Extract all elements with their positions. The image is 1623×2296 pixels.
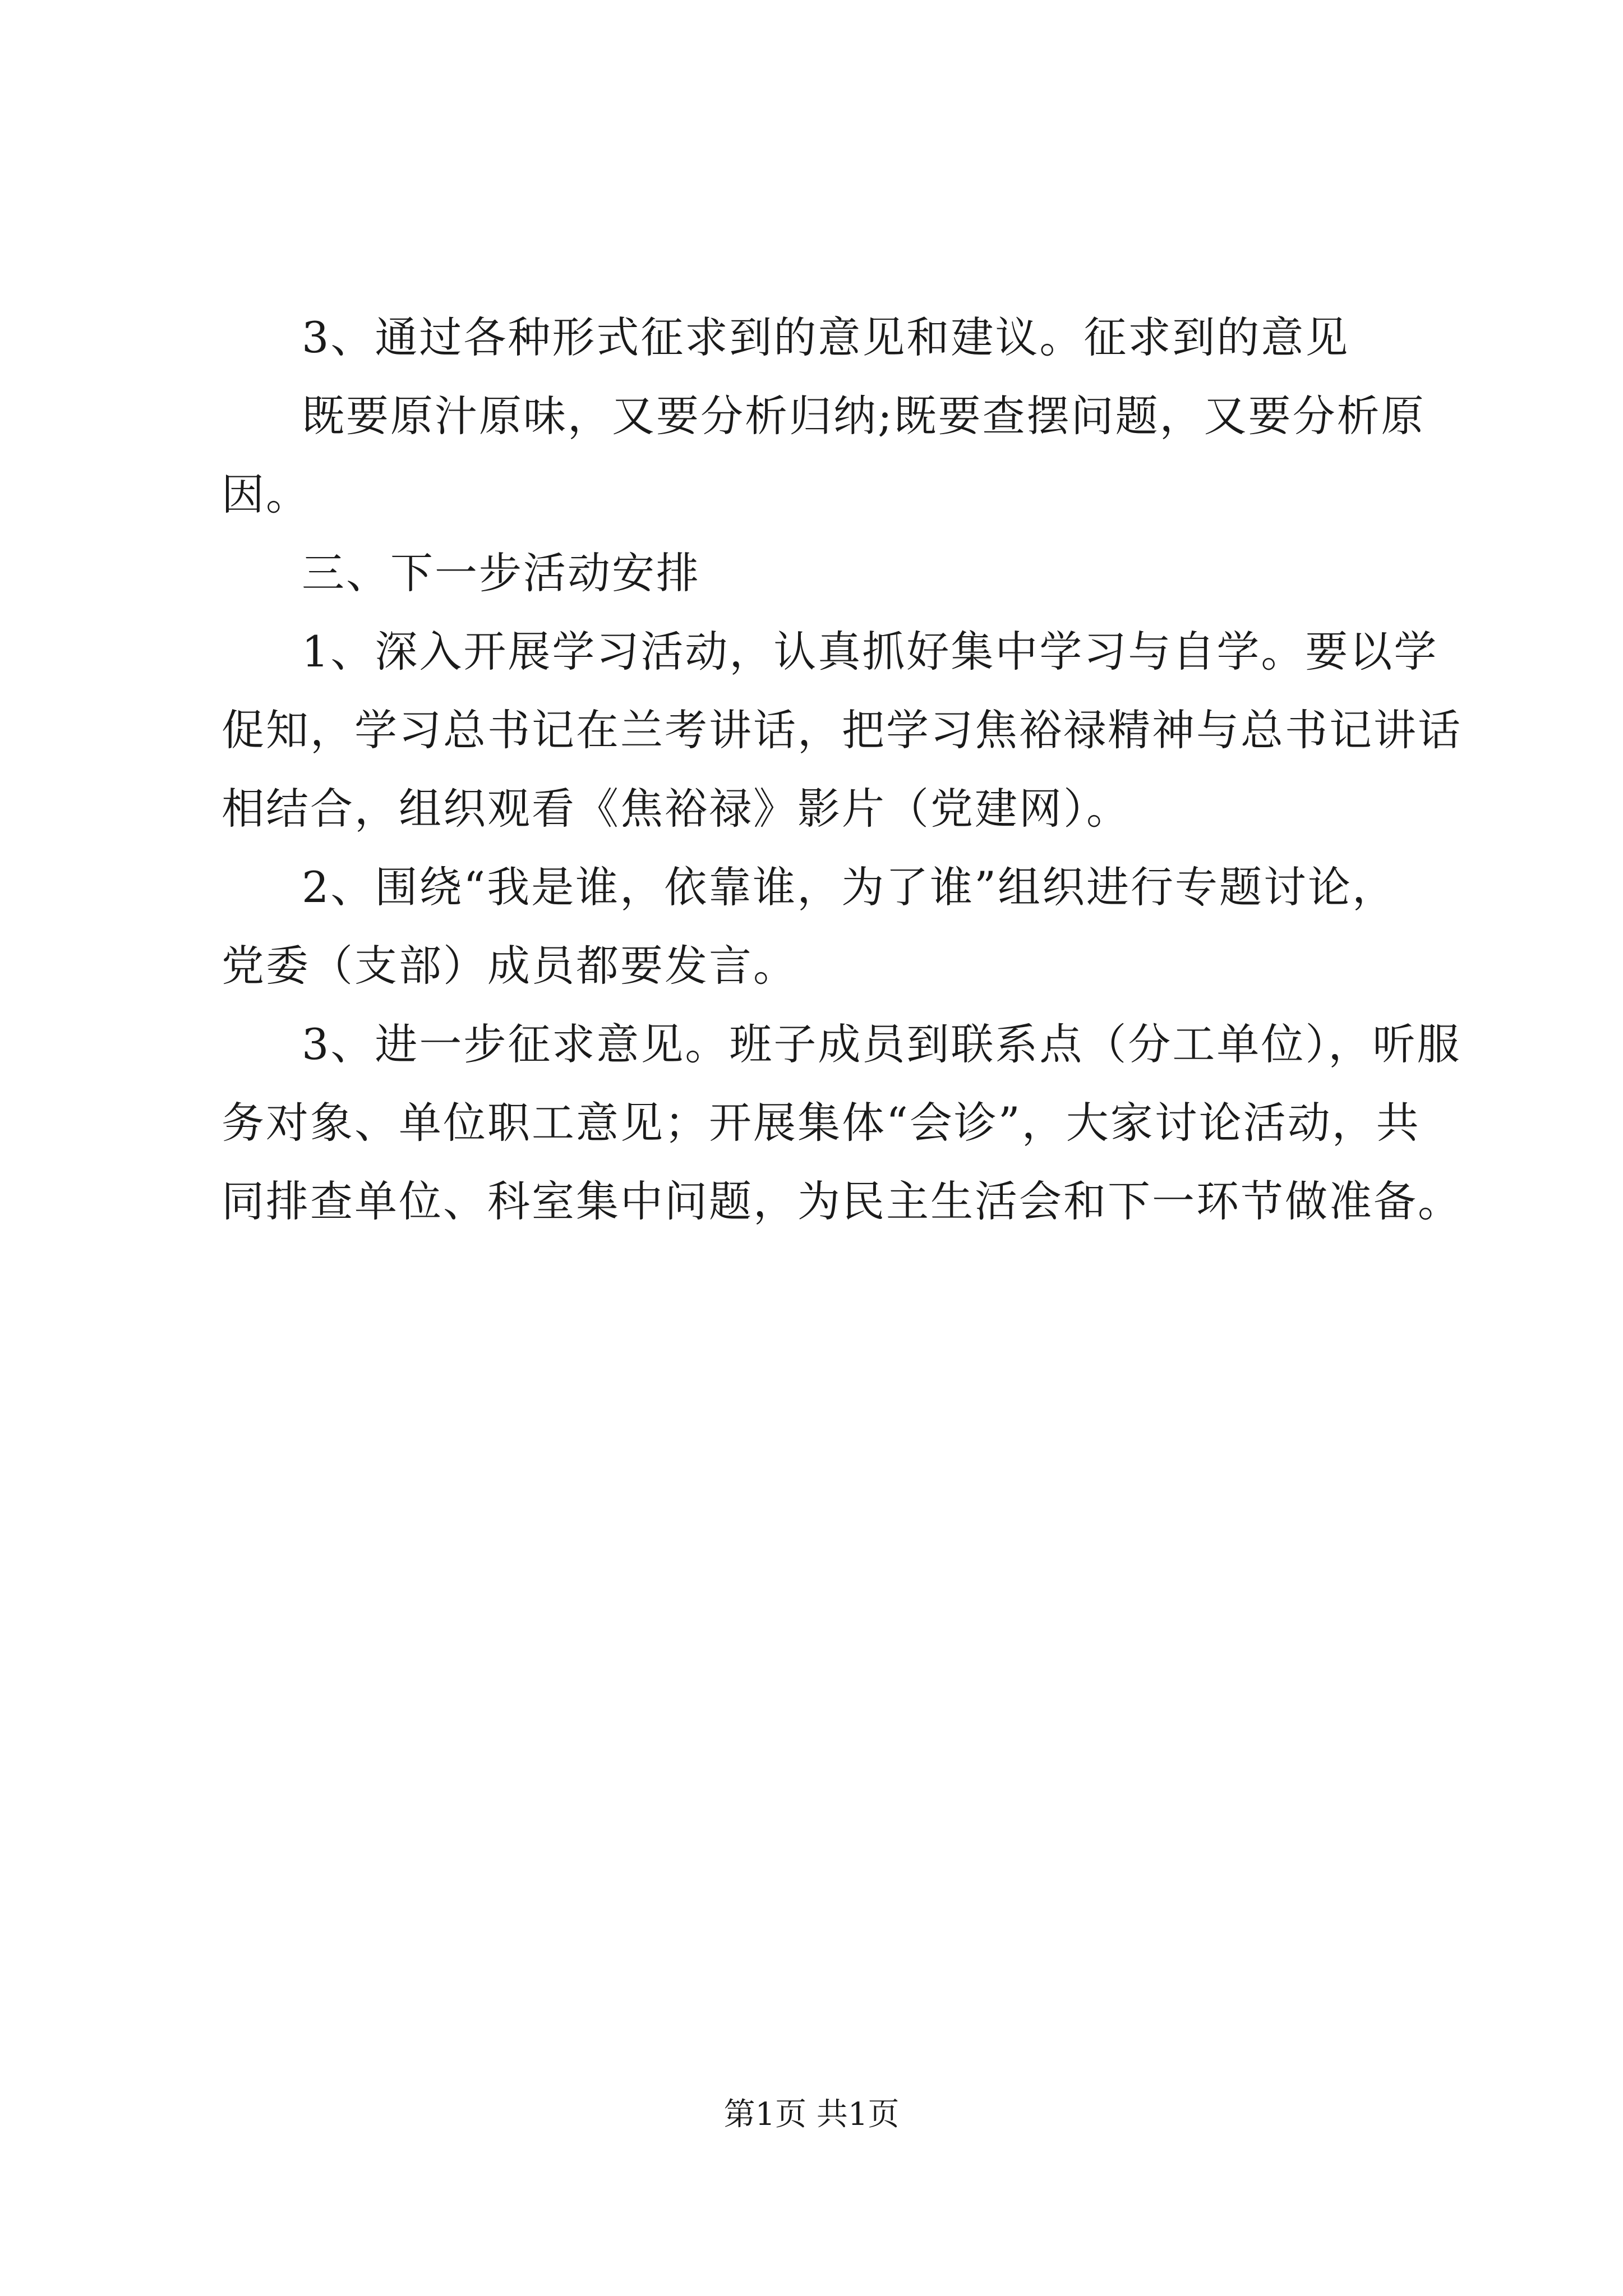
body-line: 3、进一步征求意见。班子成员到联系点（分工单位），听服 [302, 1019, 1461, 1069]
body-line: 务对象、单位职工意见；开展集体“会诊”，大家讨论活动，共 [222, 1098, 1421, 1148]
body-line: 1、深入开展学习活动，认真抓好集中学习与自学。要以学 [302, 627, 1438, 677]
body-line: 2、围绕“我是谁，依靠谁，为了谁”组织进行专题讨论， [302, 862, 1397, 912]
body-line: 相结合，组织观看《焦裕禄》影片（党建网）。 [222, 784, 1131, 834]
page-number-footer: 第1页 共1页 [723, 2096, 900, 2133]
body-line: 3、通过各种形式征求到的意见和建议。征求到的意见 [302, 312, 1350, 362]
section-heading: 三、下一步活动安排 [302, 548, 700, 598]
body-line: 同排查单位、科室集中问题，为民主生活会和下一环节做准备。 [222, 1176, 1462, 1226]
body-line: 既要原汁原味，又要分析归纳;既要查摆问题，又要分析原 [302, 391, 1426, 441]
body-line: 促知，学习总书记在兰考讲话，把学习焦裕禄精神与总书记讲话 [222, 705, 1462, 755]
body-line: 党委（支部）成员都要发言。 [222, 941, 797, 991]
body-line: 因。 [222, 470, 310, 519]
